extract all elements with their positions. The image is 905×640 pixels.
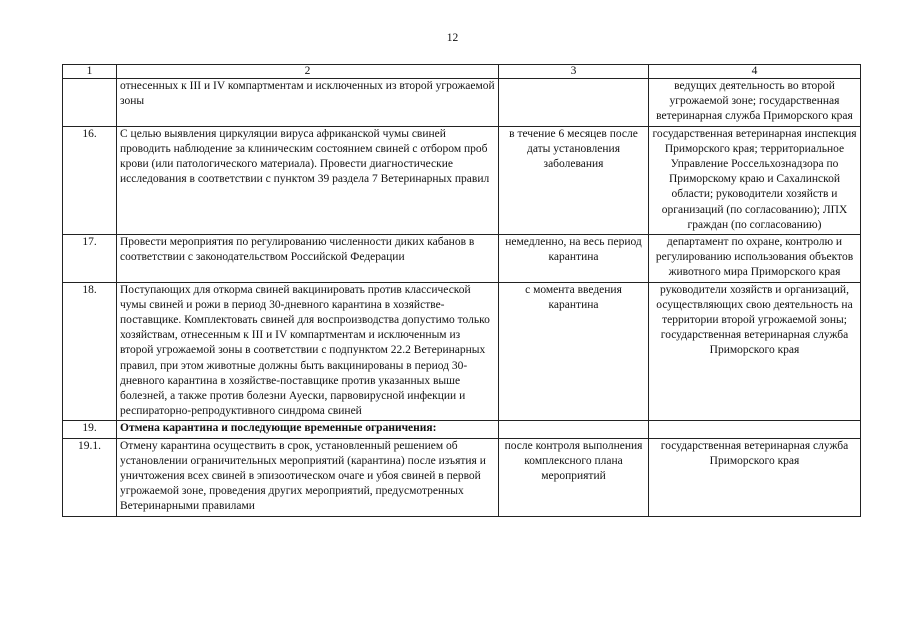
- term-cell: с момента введения карантина: [499, 282, 649, 421]
- term-cell: [499, 79, 649, 127]
- responsible-cell: ведущих деятельность во второй угрожаемой зоне; государственная ветеринарная служба Приморского края: [649, 79, 861, 127]
- row-number: 19.1.: [63, 438, 117, 516]
- measure-cell: С целью выявления циркуляции вируса африканской чумы свиней проводить наблюдение за клиническим состоянием свиней с отбором проб крови (или патологического материала). Провести диагностические исследования в соответствии с пунктом 39 раздела 7 Ветеринарных правил: [117, 126, 499, 234]
- column-header: 1: [63, 65, 117, 79]
- section-heading-cell: Отмена карантина и последующие временные ограничения:: [117, 421, 499, 438]
- row-number: [63, 79, 117, 127]
- responsible-cell: департамент по охране, контролю и регулированию использования объектов животного мира Приморского края: [649, 235, 861, 283]
- row-number: 16.: [63, 126, 117, 234]
- term-cell: после контроля выполнения комплексного плана мероприятий: [499, 438, 649, 516]
- table-row: [63, 126, 861, 234]
- table-header-row: [63, 65, 861, 79]
- column-header: 2: [117, 65, 499, 79]
- responsible-cell: государственная ветеринарная инспекция Приморского края; территориальное Управление Россельхознадзора по Приморскому краю и Сахалинской области; руководители хозяйств и организаций (по согласованию); ЛПХ граждан (по согласованию): [649, 126, 861, 234]
- responsible-cell: руководители хозяйств и организаций, осуществляющих свою деятельность на территории второй угрожаемой зоны; государственная ветеринарная служба Приморского края: [649, 282, 861, 421]
- term-cell: немедленно, на весь период карантина: [499, 235, 649, 283]
- row-number: 18.: [63, 282, 117, 421]
- column-header: 4: [649, 65, 861, 79]
- row-number: 19.: [63, 421, 117, 438]
- term-cell: в течение 6 месяцев после даты установления заболевания: [499, 126, 649, 234]
- table-row: [63, 79, 861, 127]
- measures-table: [62, 64, 861, 517]
- measure-cell: Поступающих для откорма свиней вакцинировать против классической чумы свиней и рожи в период 30-дневного карантина в хозяйстве-поставщике. Комплектовать свиней для воспроизводства допустимо только хозяйствам, отнесенным к III и IV компартментам и исключенным из второй угрожаемой зоны в соответствии с подпунктом 22.2 Ветеринарных правил, при этом животные должны быть вакцинированы в период 30-дневного карантина в хозяйстве-поставщике против указанных выше болезней, а также против болезни Ауески, парвовирусной инфекции и респираторно-репродуктивного синдрома свиней: [117, 282, 499, 421]
- responsible-cell: [649, 421, 861, 438]
- table-row: [63, 421, 861, 438]
- responsible-cell: государственная ветеринарная служба Приморского края: [649, 438, 861, 516]
- measure-cell: Провести мероприятия по регулированию численности диких кабанов в соответствии с законодательством Российской Федерации: [117, 235, 499, 283]
- table-row: [63, 282, 861, 421]
- measure-cell: отнесенных к III и IV компартментам и исключенных из второй угрожаемой зоны: [117, 79, 499, 127]
- page-number: 12: [446, 32, 459, 44]
- row-number: 17.: [63, 235, 117, 283]
- table-row: [63, 438, 861, 516]
- measure-cell: Отмену карантина осуществить в срок, установленный решением об установлении ограничительных мероприятий (карантина) после изъятия и уничтожения всех свиней в эпизоотическом очаге и убоя свиней в первой угрожаемой зоне, проведения других мероприятий, предусмотренных Ветеринарными правилами: [117, 438, 499, 516]
- term-cell: [499, 421, 649, 438]
- table-row: [63, 235, 861, 283]
- column-header: 3: [499, 65, 649, 79]
